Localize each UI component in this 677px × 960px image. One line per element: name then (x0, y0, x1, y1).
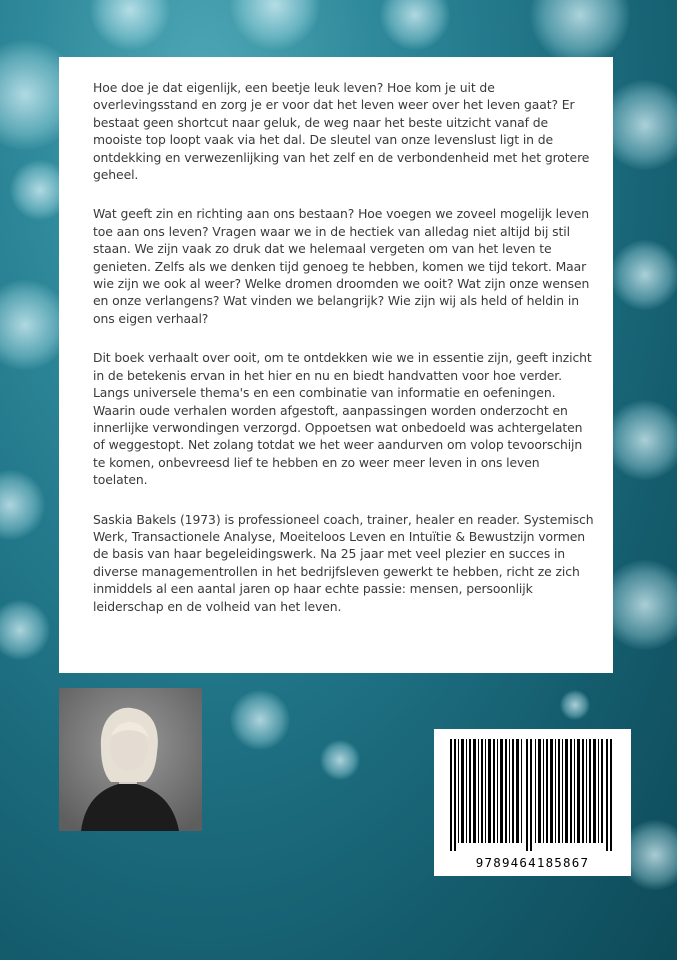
bubble-decoration (380, 0, 450, 50)
bubble-decoration (0, 470, 45, 540)
questions-paragraph: Wat geeft zin en richting aan ons bestaan? Hoe voegen we zoveel mogelijk leven toe aan ons leven? Vragen waar we in de hectiek van alledag niet altijd bij stil staan. We zijn vaak zo druk dat we helemaal vergeten om van het leven te genieten. Zelfs als we denken tijd genoeg te hebben, komen we tijd tekort. Maar wie zijn we ook al weer? Welke dromen droomden we ooit? Wat zijn onze wensen en onze verlangens? Wat vinden we belangrijk? Wie zijn wij als held of heldin in ons eigen verhaal? (93, 206, 590, 326)
book-summary-paragraph: Dit boek verhaalt over ooit, om te ontdekken wie we in essentie zijn, geeft inzicht in de betekenis ervan in het hier en nu en biedt handvatten voor hoe verder. Langs universele thema's en een combinatie van informatie en oefeningen. Waarin oude verhalen worden afgestoft, aanpassingen worden onderzocht en innerlijke verwondingen verzorgd. Oppoetsen wat onbedoeld was achtergelaten of weggestopt. Net zolang totdat we het weer aandurven om volop tevoorschijn te komen, onbevreesd lief te hebben en zo weer meer leven in ons leven toelaten. (93, 350, 592, 488)
isbn-number: 9789464185867 (475, 855, 590, 870)
bubble-decoration (560, 690, 590, 720)
author-photo (59, 688, 202, 831)
bubble-decoration (0, 600, 50, 660)
isbn-barcode (434, 729, 631, 876)
author-portrait-icon (59, 688, 202, 831)
bubble-decoration (605, 400, 677, 480)
bubble-decoration (610, 240, 677, 310)
description-panel (59, 57, 613, 673)
barcode-bars-icon (446, 739, 619, 851)
bubble-decoration (230, 0, 320, 50)
bubble-decoration (530, 0, 630, 65)
bubble-decoration (230, 690, 290, 750)
intro-paragraph: Hoe doe je dat eigenlijk, een beetje leuk leven? Hoe kom je uit de overlevingsstand en zorg je er voor dat het leven weer over het leven gaat? Er bestaat geen shortcut naar geluk, de weg naar het beste uitzicht vanaf de mooiste top loopt vaak via het dal. De sleutel van onze levenslust ligt in de ontdekking en verwezenlijking van het zelf en de verbondenheid met het grotere geheel. (93, 80, 590, 183)
bubble-decoration (90, 0, 170, 50)
author-bio-paragraph: Saskia Bakels (1973) is professioneel coach, trainer, healer en reader. Systemisch Werk, Transactionele Analyse, Moeiteloos Leven en Intuïtie & Bewustzijn vormen de basis van haar begeleidingswerk. Na 25 jaar met veel plezier en succes in diverse managementrollen in het bedrijfsleven gewerkt te hebben, richt ze zich inmiddels al een aantal jaren op haar echte passie: mensen, persoonlijk leiderschap en de volheid van het leven. (93, 511, 594, 614)
bubble-decoration (320, 740, 360, 780)
